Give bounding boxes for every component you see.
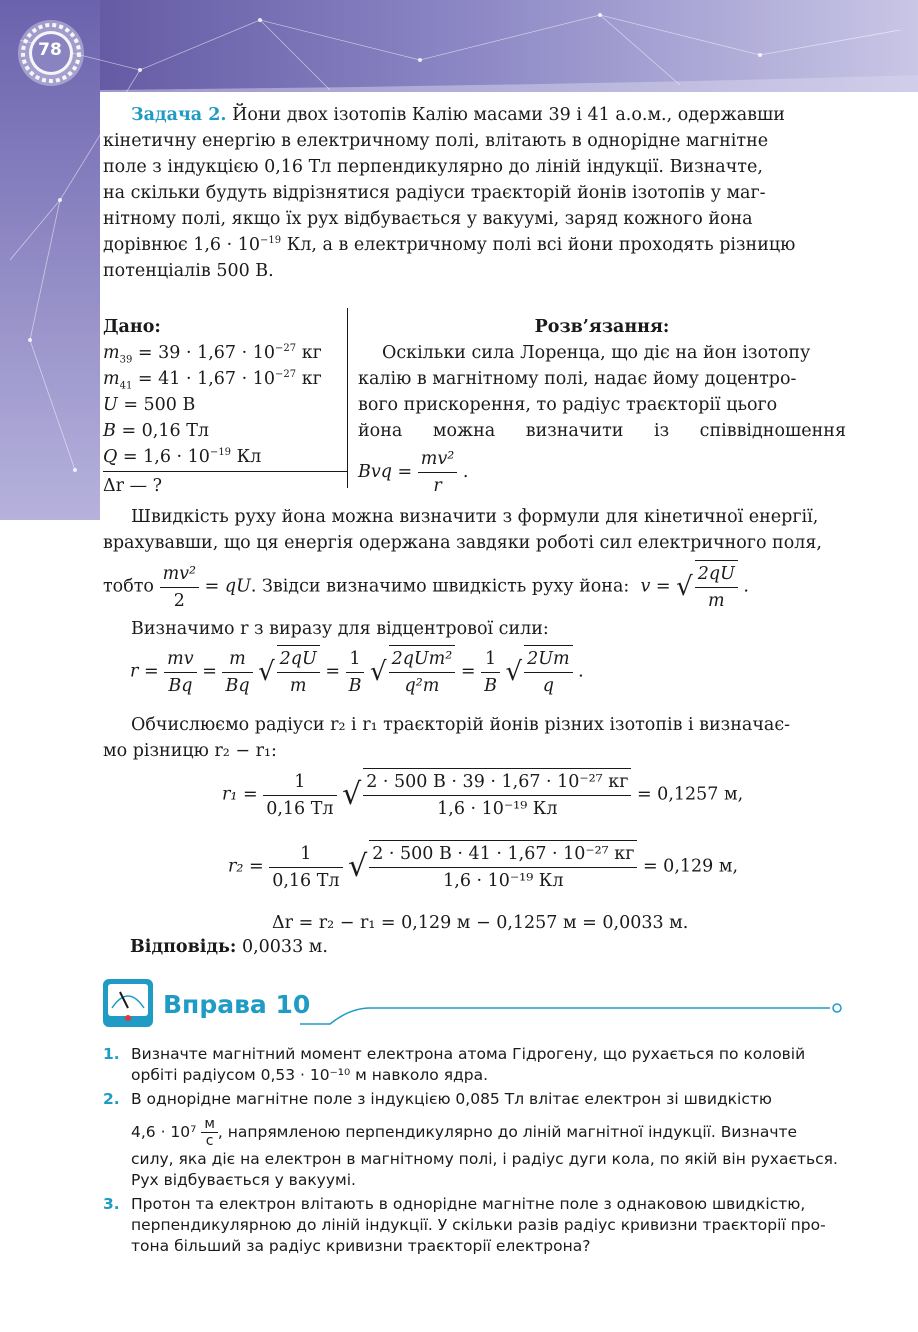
equation-radius: r = $\frac{mv}{Bq}$ = $\frac{m}{Bq}$ √ $\frac{2qU}{m}$ = $\frac{1}{B}$ √ $\frac{\text{2qUm²}}{\text{q²m}}$ = $\frac{1}{B}$ √ $\frac{2Um}{q}$ .: [130, 645, 730, 699]
given-find: Δr — ?: [103, 471, 347, 499]
exercise-title: Вправа 10: [163, 990, 311, 1019]
exercise-item-1: 1. Визначте магнітний момент електрона атома Гідрогену, що рухається по коловій орбіті радіусом 0,53 · 10⁻¹⁰ м навколо ядра.: [103, 1045, 806, 1084]
given-b: B = 0,16 Тл: [103, 421, 209, 441]
task-line-4: на скільки будуть відрізнятися радіуси траєкторій йонів ізотопів у маг-: [103, 183, 766, 203]
equation-lorentz: Bvq = $\frac{\text{mv²}}{r}$ .: [358, 446, 846, 499]
equation-r1: r₁ = $\frac{1}{0,16 Тл}$ √ $\frac{\text{2 · 500 В · 39 · 1,67 · 10⁻²⁷ кг}}{\text{1,6 · 10⁻¹⁹ Кл}}$ = 0,1257 м,: [222, 768, 782, 822]
page-number: 78: [38, 40, 62, 60]
given-m41: $m_{41} = 41 \cdot 1,67 \cdot 10^{-27}$ кг: [103, 369, 322, 392]
given-header: Дано:: [103, 317, 161, 337]
solution-header: Розв’язання:: [534, 317, 670, 337]
equation-delta: Δr = r₂ − r₁ = 0,129 м − 0,1257 м = 0,0033 м.: [272, 913, 689, 933]
solution-line-2: калію в магнітному полі, надає йому доцентро-: [358, 369, 797, 389]
given-q: $Q = 1,6 \cdot 10^{-19}$ Кл: [103, 447, 262, 467]
answer: Відповідь: 0,0033 м.: [130, 937, 328, 957]
given-divider: [347, 308, 348, 488]
task-line-2: кінетичну енергію в електричному полі, влітають в однорідне магнітне: [103, 131, 769, 151]
given-m39: $m_{39} = 39 \cdot 1,67 \cdot 10^{-27}$ кг: [103, 343, 322, 366]
solution-line-1: Оскільки сила Лоренца, що діє на йон ізотопу: [382, 343, 811, 363]
paragraph-radius-intro: Визначимо r з виразу для відцентрової сили:: [131, 619, 549, 639]
given-u: U = 500 В: [103, 395, 196, 415]
equation-kinetic: тобто $\frac{\text{mv²}}{2}$ = qU. Звідси визначимо швидкість руху йона: v = √ $\frac{2qU}{m}$ .: [103, 560, 848, 614]
paragraph-speed: Швидкість руху йона можна визначити з формули для кінетичної енергії, врахувавши, що ця енергія одержана завдяки роботі сил електричного поля, тобто $\frac{\text{mv²}}{2}$ = qU. Звідси визначимо швидкість руху йона: v = √ $\frac{2qU}{m}$ . Визначимо r з виразу для відцентрової сили:: [103, 504, 848, 642]
exercise-list: [103, 1044, 848, 1257]
task-line-3: поле з індукцією 0,16 Тл перпендикулярно до ліній індукції. Визначте,: [103, 157, 763, 177]
given-block: [103, 314, 347, 499]
equation-r2: r₂ = $\frac{1}{0,16 Тл}$ √ $\frac{\text{2 · 500 В · 41 · 1,67 · 10⁻²⁷ кг}}{\text{1,6 · 10⁻¹⁹ Кл}}$ = 0,129 м,: [228, 840, 788, 894]
paragraph-compute: Обчислюємо радіуси r₂ і r₁ траєкторій йонів різних ізотопів і визначає- мо різницю r₂ − r₁:: [103, 715, 791, 761]
solution-line-3: вого прискорення, то радіус траєкторії цього: [358, 395, 778, 415]
task-line-1: Йони двох ізотопів Калію масами 39 і 41 а.о.м., одержавши: [232, 105, 785, 125]
exercise-underline: [300, 998, 850, 1028]
solution-block: [358, 314, 846, 499]
task-paragraph: [103, 102, 848, 284]
gauge-icon: [102, 978, 154, 1028]
task-line-7: потенціалів 500 В.: [103, 261, 274, 281]
solution-line-4: йона можна визначити із співвідношення: [358, 421, 846, 441]
task-line-5: нітному полі, якщо їх рух відбувається у вакуумі, заряд кожного йона: [103, 209, 753, 229]
exercise-item-3: 3. Протон та електрон влітають в однорідне магнітне поле з однаковою швидкістю, перпендикулярною до ліній індукції. У скільки разів радіус кривизни траєкторії про- тона більший за радіус кривизни траєкторії електрона?: [103, 1195, 826, 1255]
exercise-item-2: 2. В однорідне магнітне поле з індукцією 0,085 Тл влітає електрон зі швидкістю 4,6 · 10⁷ $\frac{м}{с}$ , напрямленою перпендикулярно до ліній магнітної індукції. Визначте силу, яка діє на електрон в магнітному полі, і радіус дуги кола, по якій він рухається. Рух відбувається у вакуумі.: [103, 1090, 838, 1189]
task-label: Задача 2.: [131, 105, 227, 125]
task-line-6: дорівнює $1,6 \cdot 10^{-19}$ Кл, а в електричному полі всі йони проходять різницю: [103, 235, 796, 255]
